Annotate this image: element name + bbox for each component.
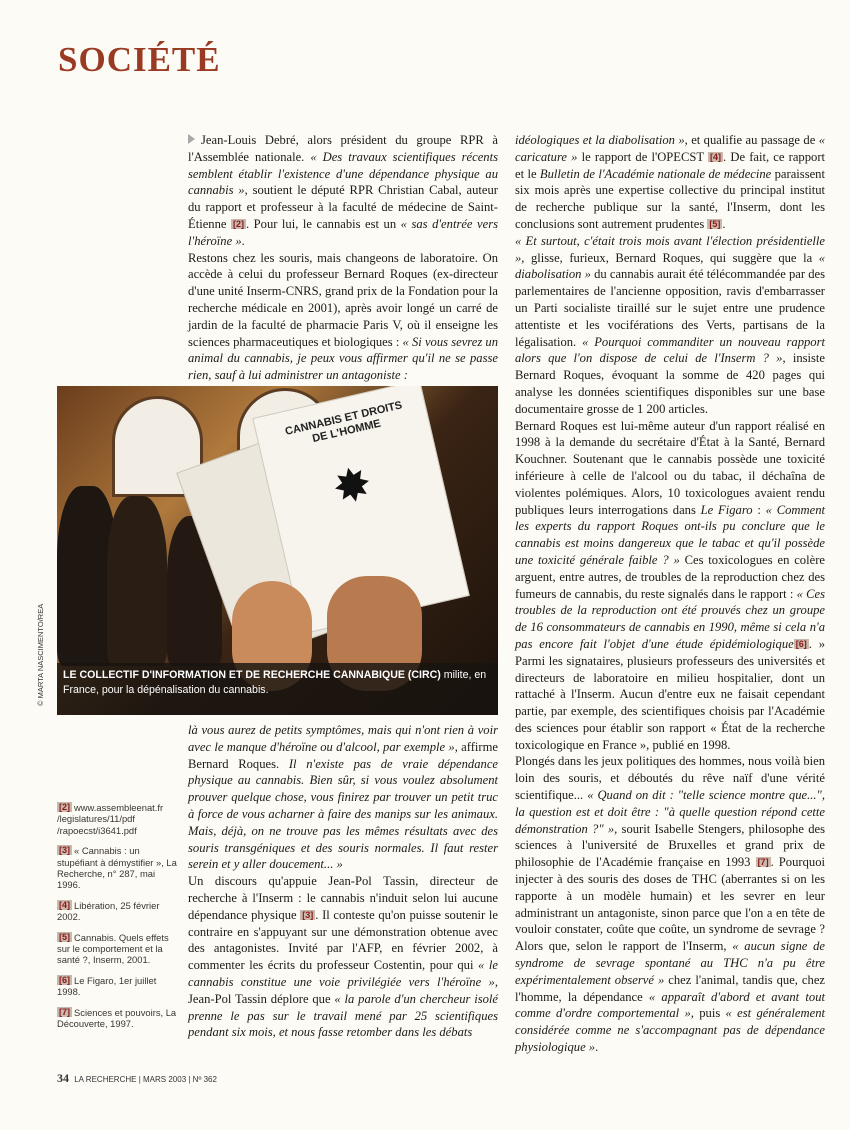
footnotes: [57, 802, 179, 1039]
continuation-arrow-icon: [188, 134, 195, 144]
article-photo: [57, 386, 498, 715]
article-column-1-bottom: [188, 722, 498, 1041]
photo-caption: LE COLLECTIF D'INFORMATION ET DE RECHERCHE CANNABIQUE (CIRC) milite, en France, pour la dépénalisation du cannabis.: [57, 663, 498, 715]
issue-info: MARS 2003 | Nº 362: [143, 1075, 217, 1084]
footnote: [4] Libération, 25 février 2002.: [57, 899, 160, 923]
magazine-name: LA RECHERCHE: [74, 1075, 137, 1084]
cannabis-leaf-icon: ✸: [327, 456, 377, 516]
article-column-2: [515, 132, 825, 1056]
page-number: 34: [57, 1071, 69, 1085]
paragraph: Jean-Louis Debré, alors président du groupe RPR à l'Assemblée nationale. « Des travaux scientifiques récents semblent établir l'existence d'une dépendance physique au cannabis », soutient le député RPR Christian Cabal, auteur du rapport et professeur à la faculté de médecine de Saint-Étienne [2] . Pour lui, le cannabis est un « sas d'entrée vers l'héroïne ».: [188, 133, 499, 248]
paragraph: « Et surtout, c'était trois mois avant l'élection présidentielle », glisse, furieux, Bernard Roques, qui suggère que la « diabolisation » du cannabis aurait été télécommandée par des parlementaires de l'ancienne opposition, ravis d'embarrasser un Parti socialiste tiraillé sur le sujet entre une prudence attentiste et les vociférations des Verts, partisans de la légalisation. « Pourquoi commanditer un nouveau rapport alors que l'on dispose de celui de l'Inserm ? », insiste Bernard Roques, évoquant la somme de 420 pages qui analyse les données scientifiques disponibles sur une base documentaire grosse de 1 200 articles.: [515, 233, 826, 416]
footnote: [6] Le Figaro, 1er juillet 1998.: [57, 974, 157, 998]
article-column-1-top: [188, 132, 498, 384]
section-title: SOCIÉTÉ: [58, 40, 221, 79]
paragraph: Bernard Roques est lui-même auteur d'un rapport réalisé en 1998 à la demande du secrétaire d'État à la Santé, Bernard Kouchner. Soutenant que le cannabis possède une toxicité inférieure à celle de l'alcool ou du tabac, il déchaîna de violentes polémiques. Alors, 10 toxicologues avaient rendu publiques leurs interrogations dans Le Figaro : « Comment les experts du rapport Roques ont-ils pu conclure que le cannabis est moins dangereux que le tabac et qu'il possède une toxicité générale faible ? » Ces toxicologues en colère arguent, entre autres, de troubles de la reproduction chez des fumeurs de cannabis, du reste signalés dans le rapport : « Ces troubles de la reproduction ont été prouvés chez un groupe de 16 consommateurs de cannabis en 1990, même si cela n'a pas encore fait l'objet d'une étude épidémiologique [6] . » Parmi les signataires, plusieurs professeurs des universités et directeurs de laboratoire en milieu hospitalier, dont un rattaché à l'Inserm. Aucun d'entre eux ne faisait cependant partie, par exemple, des scientifiques choisis par l'Académie des sciences pour établir son rapport « État de la recherche toxicologique en France », publié en 1998.: [515, 418, 826, 752]
footnote: [5] Cannabis. Quels effets sur le comportement et la santé ?, Inserm, 2001.: [57, 931, 169, 966]
paragraph: Un discours qu'appuie Jean-Pol Tassin, directeur de recherche à l'Inserm : le cannabis n'induit selon lui aucune dépendance physique [3] . Il conteste qu'on puisse soutenir le contraire en s'appuyant sur une démonstration obtenue avec des antagonistes. Invité par l'AFP, en février 2002, à commenter les écrits du professeur Costentin, pour qui « le cannabis constitue une voie privilégiée vers l'héroïne », Jean-Pol Tassin déplore que « la parole d'un chercheur isolé prenne le pas sur le travail mené par 25 scientifiques pendant six mois, et nous fasse retomber dans les débats: [188, 874, 499, 1040]
footnote: [7] Sciences et pouvoirs, La Découverte, 1997.: [57, 1006, 177, 1030]
leaflet-title: CANNABIS ET DROITS DE L'HOMME: [283, 399, 404, 446]
paragraph: Plongés dans les jeux politiques des hommes, nous voilà bien loin des souris, et déboutés du rêve naïf d'une vérité scientifique... « Quand on dit : "telle science montre que...", la question est et doit être : "à quelle question répond cette démonstration ?" », sourit Isabelle Stengers, philosophe des sciences à l'université de Bruxelles et grand prix de philosophie de l'Académie française en 1993 [7] . Pourquoi injecter à des souris des doses de THC (aberrantes si on les rapporte à un modèle humain) et les sevrer en leur administrant un antagoniste, sinon parce que l'on a en tête de vouloir constater, coûte que coûte, un syndrome de sevrage ? Alors que, selon le rapport de l'Inserm, « aucun signe de syndrome de sevrage spontané au THC n'a pu être expérimentalement observé » chez l'animal, tandis que, chez l'homme, la dépendance « apparaît d'abord et avant tout comme d'ordre comportemental », puis « est généralement considérée comme ne s'accompagnant pas de dépendance physiologique ».: [515, 754, 825, 1055]
page-footer: 34 LA RECHERCHE | MARS 2003 | Nº 362: [57, 1071, 217, 1085]
photo-credit: © MARTA NASCIMENTO/REA: [36, 603, 45, 706]
paragraph: idéologiques et la diabolisation », et qualifie au passage de « caricature » le rapport de l'OPECST [4] . De fait, ce rapport et le Bulletin de l'Académie nationale de médecine paraissent six mois après une expertise collective du principal institut de recherche publique sur la santé, l'Inserm, dont les conclusions sont autrement prudentes [5] .: [515, 133, 826, 231]
crowd-figure: [107, 496, 167, 666]
paragraph: là vous aurez de petits symptômes, mais qui n'ont rien à voir avec le manque d'héroïne ou d'alcool, par exemple », affirme Bernard Roques. Il n'existe pas de vraie dépendance physique au cannabis. Bien sûr, si vous voulez absolument prouver quelque chose, vous finirez par trouver un petit truc à force de vous acharner à faire des manips sur les animaux. Mais, déjà, on ne trouve pas les mêmes résultats avec des souris transgéniques et des souris normales. Il faut rester serein et y aller doucement... »: [188, 723, 498, 872]
paragraph: Restons chez les souris, mais changeons de laboratoire. On accède à celui du professeur Bernard Roques (ex-directeur d'une unité Inserm-CNRS, grand prix de la Fondation pour la recherche médicale en 2001), après avoir longé un carré de jardin de la faculté de pharmacie Paris V, où il enseigne les sciences pharmaceutiques et biologiques : « Si vous sevrez un animal du cannabis, je peux vous affirmer qu'il ne se passe rien, sauf à lui administrer un antagoniste :: [188, 250, 498, 383]
footnote: [3] « Cannabis : un stupéfiant à démystifier », La Recherche, n° 287, mai 1996.: [57, 845, 177, 891]
footnote: [2] www.assembleenat.fr /legislatures/11/pdf /rapoecst/i3641.pdf: [57, 802, 164, 836]
